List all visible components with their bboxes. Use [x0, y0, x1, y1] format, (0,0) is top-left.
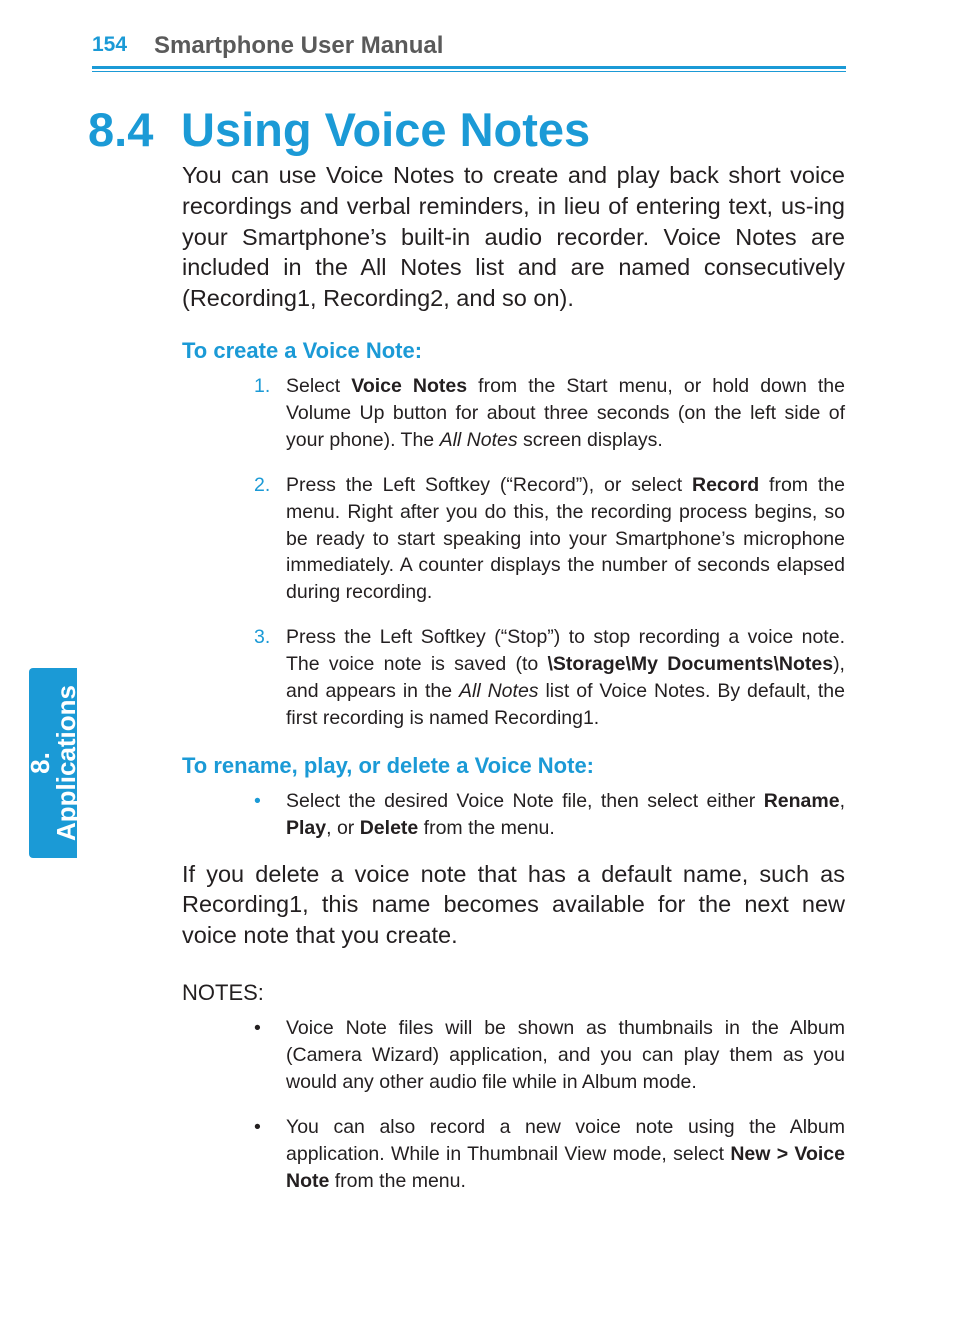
step-marker: 2.	[254, 473, 271, 496]
header-rule	[92, 66, 846, 69]
step-bold: \Storage\My Documents\Notes	[547, 653, 834, 676]
notes-list	[182, 1015, 845, 1194]
item-bold: Delete	[359, 816, 419, 839]
step-italic: All Notes	[439, 428, 518, 451]
item-text: from the menu.	[329, 1169, 466, 1192]
note-item-2	[182, 1114, 845, 1195]
create-steps	[182, 373, 845, 732]
step-1	[182, 373, 845, 454]
item-text: Select the desired Voice Note file, then select either	[286, 789, 764, 812]
notes-label: NOTES:	[182, 980, 264, 1006]
item-text: ,	[839, 789, 845, 812]
step-3	[182, 624, 845, 732]
step-2	[182, 472, 845, 607]
bullet-marker: •	[254, 1017, 261, 1040]
step-text: Select	[286, 374, 352, 397]
step-text: from the menu. Right after you do this, the recording process begins, so be ready to start speaking into your Smartphone’s microphone immediately. A counter displays the number of seconds elapsed during recording.	[286, 473, 845, 604]
item-text: You can also record a new voice note using the Album application. While in Thumbnail View mode, select	[286, 1115, 845, 1165]
step-text: ), and appears in the	[286, 653, 845, 703]
delete-paragraph: If you delete a voice note that has a default name, such as Recording1, this name becomes available for the next new voice note that you create.	[182, 860, 845, 949]
header-rule-thin	[92, 71, 846, 72]
create-heading: To create a Voice Note:	[182, 337, 423, 363]
intro-paragraph: You can use Voice Notes to create and play back short voice recordings and verbal reminders, in lieu of entering text, us-ing your Smartphone’s built-in audio recorder. Voice Notes are included in the All Notes list and are named consecutively (Recording1, Recording2, and so on).	[182, 162, 845, 312]
page-header	[92, 30, 846, 70]
step-marker: 1.	[254, 374, 271, 397]
step-italic: All Notes	[459, 680, 539, 703]
step-text: list of Voice Notes. By default, the first recording is named Recording1.	[286, 680, 846, 729]
section-number: 8.4	[88, 103, 154, 156]
item-text: Voice Note files will be shown as thumbnails in the Album (Camera Wizard) application, and you can play them as you would any other audio file while in Album mode.	[286, 1017, 845, 1093]
chapter-side-tab-label	[27, 685, 79, 841]
item-bold: Rename	[763, 789, 840, 812]
rename-item	[182, 788, 845, 842]
section-title	[88, 100, 590, 160]
step-text: screen displays.	[517, 428, 663, 451]
rename-heading: To rename, play, or delete a Voice Note:	[182, 752, 595, 778]
item-text: from the menu.	[418, 816, 555, 839]
item-bold: Play	[286, 816, 327, 839]
chapter-name: Applications	[51, 684, 81, 842]
item-bold: New > Voice Note	[286, 1142, 845, 1192]
note-item-1	[182, 1015, 845, 1096]
bullet-marker: •	[254, 789, 261, 812]
page-number: 154	[92, 33, 128, 56]
step-marker: 3.	[254, 626, 271, 649]
step-bold: Voice Notes	[351, 374, 468, 397]
section-title-text: Using Voice Notes	[181, 103, 591, 156]
item-text: , or	[326, 816, 360, 839]
chapter-side-tab	[25, 668, 81, 858]
step-text: Press the Left Softkey (“Stop”) to stop recording a voice note. The voice note is saved (to	[286, 626, 845, 676]
chapter-number: 8.	[25, 752, 55, 774]
bullet-marker: •	[254, 1115, 261, 1138]
step-text: Press the Left Softkey (“Record”), or select	[286, 473, 692, 496]
running-title: Smartphone User Manual	[154, 32, 444, 59]
step-bold: Record	[692, 473, 760, 496]
main-content	[182, 160, 845, 1195]
rename-list	[182, 788, 845, 842]
step-text: from the Start menu, or hold down the Volume Up button for about three seconds (on the left side of your phone). The	[286, 374, 845, 451]
